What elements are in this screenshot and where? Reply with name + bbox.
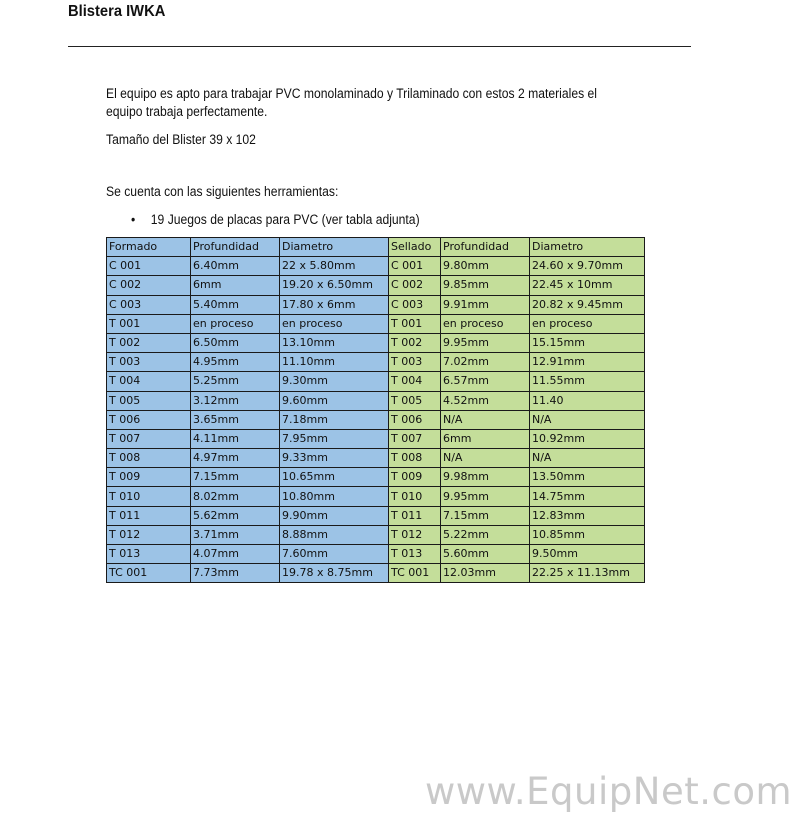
table-row — [107, 353, 645, 372]
sellado-diametro-cell: 22.25 x 11.13mm — [530, 564, 645, 583]
formado-profundidad-cell: en proceso — [191, 314, 280, 333]
header-diametro-sellado: Diametro — [530, 238, 645, 257]
formado-profundidad-cell: 5.62mm — [191, 506, 280, 525]
bullet-text: 19 Juegos de placas para PVC (ver tabla adjunta) — [150, 212, 420, 227]
formado-profundidad-cell: 6.50mm — [191, 333, 280, 352]
header-sellado: Sellado — [389, 238, 441, 257]
formado-code-cell: C 002 — [107, 276, 191, 295]
sellado-profundidad-cell: 4.52mm — [441, 391, 530, 410]
formado-profundidad-cell: 8.02mm — [191, 487, 280, 506]
sellado-diametro-cell: 10.92mm — [530, 429, 645, 448]
sellado-code-cell: C 001 — [389, 257, 441, 276]
formado-profundidad-cell: 3.12mm — [191, 391, 280, 410]
tools-intro: Se cuenta con las siguientes herramientas: — [106, 184, 339, 199]
formado-profundidad-cell: 5.25mm — [191, 372, 280, 391]
formado-code-cell: T 008 — [107, 449, 191, 468]
formado-code-cell: T 010 — [107, 487, 191, 506]
sellado-profundidad-cell: 5.22mm — [441, 525, 530, 544]
formado-diametro-cell: 9.60mm — [280, 391, 389, 410]
table-row — [107, 295, 645, 314]
tooling-table — [106, 237, 645, 583]
sellado-code-cell: TC 001 — [389, 564, 441, 583]
table-row — [107, 487, 645, 506]
formado-diametro-cell: 19.78 x 8.75mm — [280, 564, 389, 583]
sellado-code-cell: T 005 — [389, 391, 441, 410]
sellado-profundidad-cell: 9.95mm — [441, 333, 530, 352]
title-divider — [68, 46, 691, 47]
description-line-1: El equipo es apto para trabajar PVC monolaminado y Trilaminado con estos 2 materiales el — [106, 86, 597, 101]
sellado-diametro-cell: 11.40 — [530, 391, 645, 410]
sellado-profundidad-cell: 6.57mm — [441, 372, 530, 391]
formado-diametro-cell: 9.30mm — [280, 372, 389, 391]
sellado-code-cell: T 008 — [389, 449, 441, 468]
table-row — [107, 468, 645, 487]
sellado-diametro-cell: 14.75mm — [530, 487, 645, 506]
sellado-diametro-cell: N/A — [530, 449, 645, 468]
table-row — [107, 410, 645, 429]
formado-diametro-cell: 17.80 x 6mm — [280, 295, 389, 314]
formado-code-cell: T 002 — [107, 333, 191, 352]
formado-profundidad-cell: 7.15mm — [191, 468, 280, 487]
sellado-code-cell: T 009 — [389, 468, 441, 487]
bullet-icon: • — [131, 212, 136, 227]
table-row — [107, 314, 645, 333]
sellado-diametro-cell: 11.55mm — [530, 372, 645, 391]
table-row — [107, 506, 645, 525]
formado-code-cell: T 009 — [107, 468, 191, 487]
formado-code-cell: T 011 — [107, 506, 191, 525]
sellado-diametro-cell: 13.50mm — [530, 468, 645, 487]
table-row — [107, 372, 645, 391]
sellado-code-cell: T 011 — [389, 506, 441, 525]
sellado-diametro-cell: N/A — [530, 410, 645, 429]
bullet-item — [131, 211, 420, 229]
table-header-row — [107, 238, 645, 257]
sellado-profundidad-cell: en proceso — [441, 314, 530, 333]
formado-profundidad-cell: 7.73mm — [191, 564, 280, 583]
sellado-profundidad-cell: 5.60mm — [441, 545, 530, 564]
formado-diametro-cell: 19.20 x 6.50mm — [280, 276, 389, 295]
sellado-profundidad-cell: 12.03mm — [441, 564, 530, 583]
formado-diametro-cell: 8.88mm — [280, 525, 389, 544]
blister-size: Tamaño del Blister 39 x 102 — [106, 132, 256, 147]
equipment-description — [106, 85, 597, 121]
sellado-diametro-cell: 15.15mm — [530, 333, 645, 352]
sellado-profundidad-cell: 9.91mm — [441, 295, 530, 314]
formado-code-cell: C 001 — [107, 257, 191, 276]
formado-code-cell: T 006 — [107, 410, 191, 429]
formado-diametro-cell: en proceso — [280, 314, 389, 333]
sellado-diametro-cell: 24.60 x 9.70mm — [530, 257, 645, 276]
equipnet-watermark: www.EquipNet.com — [425, 770, 792, 813]
formado-code-cell: TC 001 — [107, 564, 191, 583]
table-row — [107, 333, 645, 352]
formado-profundidad-cell: 4.97mm — [191, 449, 280, 468]
sellado-code-cell: C 003 — [389, 295, 441, 314]
formado-diametro-cell: 7.60mm — [280, 545, 389, 564]
header-profundidad-formado: Profundidad — [191, 238, 280, 257]
sellado-code-cell: T 007 — [389, 429, 441, 448]
sellado-diametro-cell: 10.85mm — [530, 525, 645, 544]
formado-diametro-cell: 9.90mm — [280, 506, 389, 525]
formado-code-cell: T 007 — [107, 429, 191, 448]
formado-code-cell: T 003 — [107, 353, 191, 372]
sellado-profundidad-cell: 9.98mm — [441, 468, 530, 487]
sellado-diametro-cell: 20.82 x 9.45mm — [530, 295, 645, 314]
formado-diametro-cell: 7.18mm — [280, 410, 389, 429]
formado-profundidad-cell: 4.11mm — [191, 429, 280, 448]
header-formado: Formado — [107, 238, 191, 257]
sellado-code-cell: T 012 — [389, 525, 441, 544]
table-row — [107, 564, 645, 583]
formado-code-cell: T 001 — [107, 314, 191, 333]
formado-profundidad-cell: 6.40mm — [191, 257, 280, 276]
formado-profundidad-cell: 3.65mm — [191, 410, 280, 429]
table-row — [107, 257, 645, 276]
formado-code-cell: T 013 — [107, 545, 191, 564]
formado-code-cell: T 012 — [107, 525, 191, 544]
sellado-code-cell: T 006 — [389, 410, 441, 429]
formado-diametro-cell: 13.10mm — [280, 333, 389, 352]
formado-code-cell: T 005 — [107, 391, 191, 410]
sellado-code-cell: T 004 — [389, 372, 441, 391]
sellado-code-cell: T 002 — [389, 333, 441, 352]
table-row — [107, 429, 645, 448]
sellado-profundidad-cell: 6mm — [441, 429, 530, 448]
table-row — [107, 449, 645, 468]
formado-code-cell: T 004 — [107, 372, 191, 391]
formado-diametro-cell: 9.33mm — [280, 449, 389, 468]
sellado-diametro-cell: 9.50mm — [530, 545, 645, 564]
sellado-code-cell: T 010 — [389, 487, 441, 506]
sellado-profundidad-cell: N/A — [441, 449, 530, 468]
description-line-2: equipo trabaja perfectamente. — [106, 104, 268, 119]
formado-profundidad-cell: 4.95mm — [191, 353, 280, 372]
formado-profundidad-cell: 5.40mm — [191, 295, 280, 314]
document-title: Blistera IWKA — [68, 3, 166, 20]
formado-diametro-cell: 10.80mm — [280, 487, 389, 506]
formado-code-cell: C 003 — [107, 295, 191, 314]
table-row — [107, 276, 645, 295]
sellado-profundidad-cell: 7.02mm — [441, 353, 530, 372]
sellado-code-cell: C 002 — [389, 276, 441, 295]
table-row — [107, 391, 645, 410]
formado-diametro-cell: 7.95mm — [280, 429, 389, 448]
formado-diametro-cell: 11.10mm — [280, 353, 389, 372]
sellado-profundidad-cell: 7.15mm — [441, 506, 530, 525]
table-row — [107, 525, 645, 544]
sellado-profundidad-cell: 9.80mm — [441, 257, 530, 276]
formado-diametro-cell: 22 x 5.80mm — [280, 257, 389, 276]
sellado-diametro-cell: 12.83mm — [530, 506, 645, 525]
table-row — [107, 545, 645, 564]
header-profundidad-sellado: Profundidad — [441, 238, 530, 257]
sellado-diametro-cell: en proceso — [530, 314, 645, 333]
sellado-diametro-cell: 12.91mm — [530, 353, 645, 372]
sellado-diametro-cell: 22.45 x 10mm — [530, 276, 645, 295]
sellado-profundidad-cell: 9.95mm — [441, 487, 530, 506]
formado-profundidad-cell: 3.71mm — [191, 525, 280, 544]
sellado-profundidad-cell: 9.85mm — [441, 276, 530, 295]
header-diametro-formado: Diametro — [280, 238, 389, 257]
formado-profundidad-cell: 4.07mm — [191, 545, 280, 564]
sellado-code-cell: T 013 — [389, 545, 441, 564]
sellado-code-cell: T 001 — [389, 314, 441, 333]
formado-profundidad-cell: 6mm — [191, 276, 280, 295]
formado-diametro-cell: 10.65mm — [280, 468, 389, 487]
sellado-code-cell: T 003 — [389, 353, 441, 372]
sellado-profundidad-cell: N/A — [441, 410, 530, 429]
